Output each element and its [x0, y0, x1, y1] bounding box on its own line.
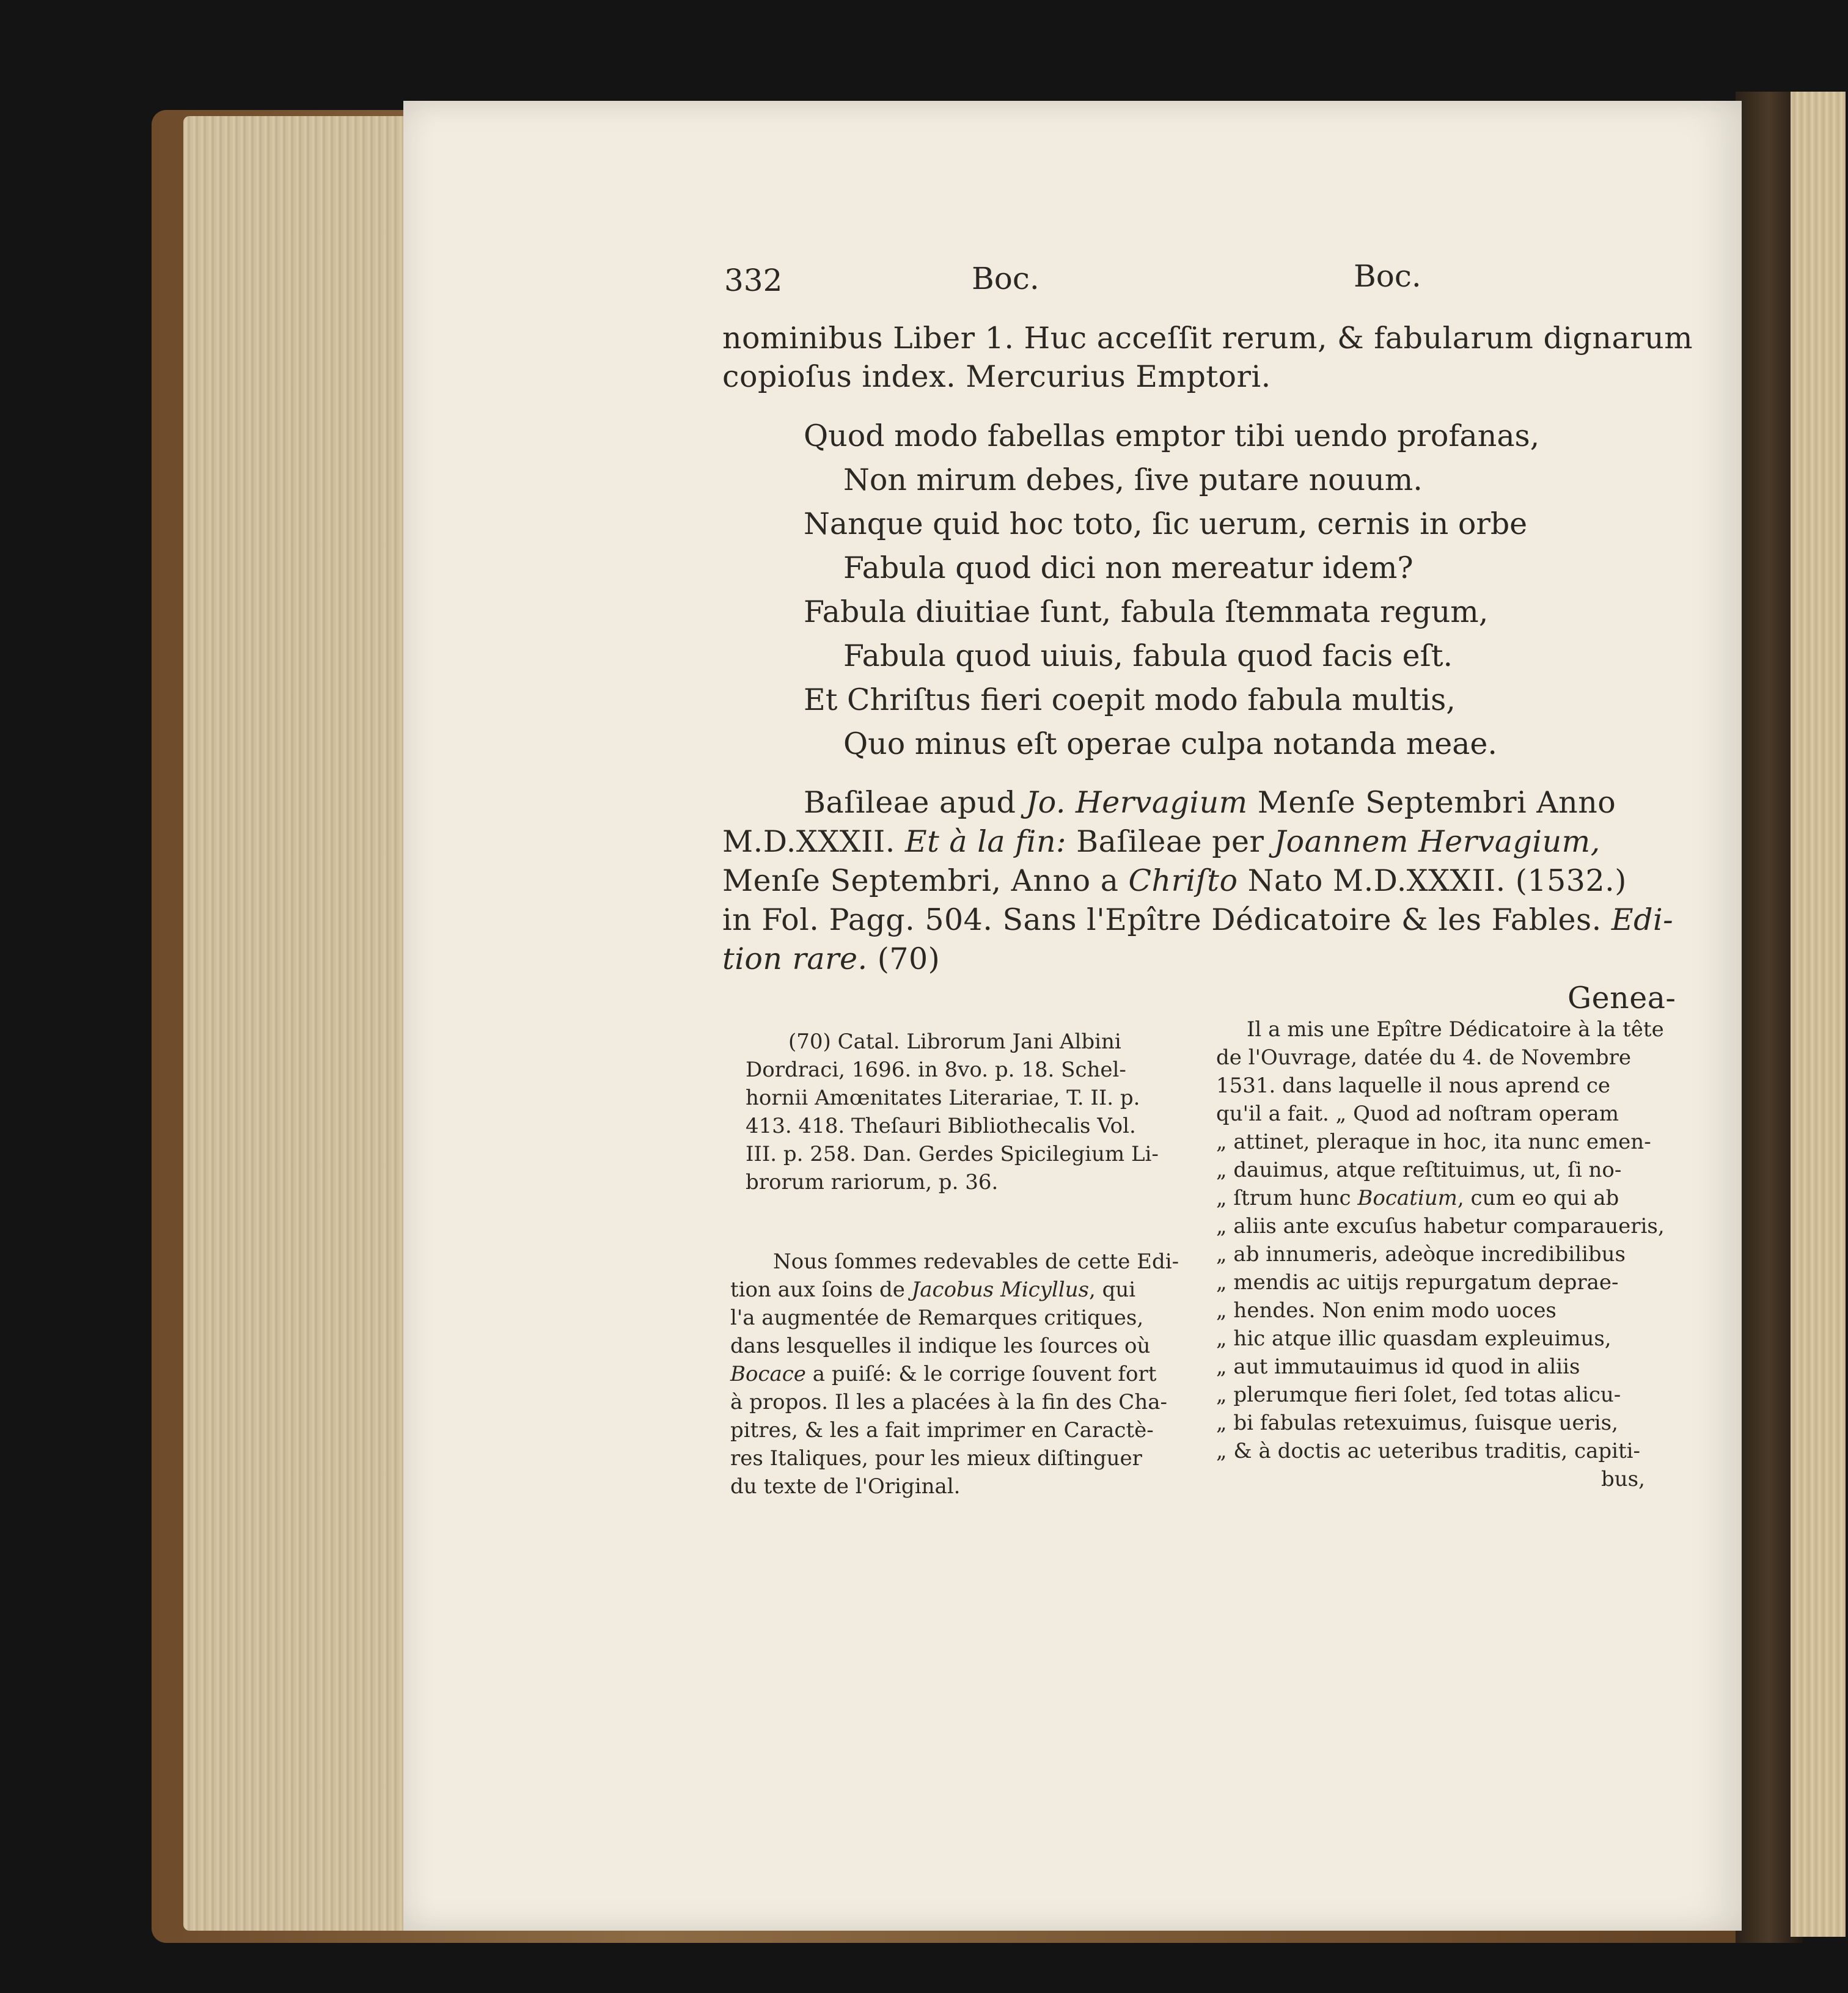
- imprint-line: [804, 785, 1616, 820]
- running-head-left: Boc.: [972, 261, 1040, 296]
- footnote-line: „ bi fabulas retexuimus, ſuisque ueris,: [1216, 1411, 1618, 1435]
- footnote-line: [1216, 1186, 1619, 1210]
- footnote-line: [730, 1278, 1135, 1302]
- footnote-text: a puiſé: & le corrige ſouvent fort: [805, 1362, 1157, 1386]
- page-number: 332: [724, 263, 783, 298]
- footnote-line: „ mendis ac uitijs repurgatum deprae-: [1216, 1270, 1619, 1295]
- footnote-ref: (70): [867, 942, 941, 976]
- footnote-line: hornii Amœnitates Literariae, T. II. p.: [746, 1086, 1140, 1110]
- footnote-line: dans lesquelles il indique les ſources où: [730, 1334, 1151, 1358]
- catchword: Genea-: [1568, 981, 1676, 1015]
- footnote-line: III. p. 258. Dan. Gerdes Spicilegium Li-: [746, 1142, 1159, 1166]
- footnote-line: „ aliis ante excuſus habetur comparaueris,: [1216, 1214, 1665, 1238]
- imprint-text: Baſileae per: [1066, 824, 1274, 859]
- poem-line: Fabula quod uiuis, fabula quod facis eſt.: [843, 638, 1453, 673]
- footnote-line: „ ab innumeris, adeòque incredibilibus: [1216, 1242, 1626, 1267]
- imprint-italic: Chriſto: [1128, 863, 1238, 898]
- imprint-line: [722, 824, 1601, 859]
- footnote-line: pitres, & les a fait imprimer en Caractè-: [730, 1418, 1154, 1443]
- imprint-text: Nato M.D.XXXII. (1532.): [1238, 863, 1627, 898]
- footnote-line: „ & à doctis ac ueteribus traditis, capiti-: [1216, 1439, 1641, 1463]
- imprint-line: [722, 863, 1627, 898]
- footnote-line: res Italiques, pour les mieux diſtinguer: [730, 1446, 1142, 1471]
- printer-name: Jo. Hervagium: [1025, 785, 1248, 820]
- footnote-line: de l'Ouvrage, datée du 4. de Novembre: [1216, 1045, 1632, 1070]
- intro-line-2: copioſus index. Mercurius Emptori.: [722, 359, 1271, 394]
- footnote-text: , qui: [1089, 1278, 1136, 1302]
- poem-line: Non mirum debes, ſive putare nouum.: [843, 463, 1423, 497]
- poem-line: Fabula diuitiae ſunt, fabula ſtemmata regum,: [804, 594, 1489, 629]
- page-edges-right: [1791, 92, 1846, 1937]
- footnote-line: Dordraci, 1696. in 8vo. p. 18. Schel-: [746, 1058, 1126, 1082]
- footnote-line: l'a augmentée de Remarques critiques,: [730, 1306, 1144, 1330]
- footnote-line: 1531. dans laquelle il nous aprend ce: [1216, 1073, 1611, 1098]
- imprint-text: Menſe Septembri, Anno a: [722, 863, 1129, 898]
- printer-name: Joannem Hervagium,: [1274, 824, 1601, 859]
- footnote-line: „ hic atque illic quasdam expleuimus,: [1216, 1326, 1612, 1351]
- imprint-italic: tion rare.: [722, 942, 868, 976]
- footnote-line: „ plerumque fieri ſolet, ſed totas alicu-: [1216, 1383, 1621, 1407]
- footnote-text: „ ſtrum hunc: [1216, 1186, 1358, 1210]
- footnote-line: du texte de l'Original.: [730, 1474, 961, 1499]
- imprint-text: in Fol. Pagg. 504. Sans l'Epître Dédicatoire & les Fables.: [722, 902, 1612, 937]
- imprint-italic: Et à la fin:: [904, 824, 1067, 859]
- editor-name: Jacobus Micyllus: [911, 1278, 1090, 1302]
- footnote-line: (70) Catal. Librorum Jani Albini: [788, 1029, 1121, 1054]
- footnote-text: , cum eo qui ab: [1457, 1186, 1619, 1210]
- imprint-italic: Edi-: [1611, 902, 1674, 937]
- poem-line: Quo minus eſt operae culpa notanda meae.: [843, 726, 1498, 761]
- footnote-line: „ hendes. Non enim modo uoces: [1216, 1298, 1557, 1323]
- intro-line-1: nominibus Liber 1. Huc acceſſit rerum, & fabularum dignarum: [722, 321, 1693, 356]
- footnote-line: „ attinet, pleraque in hoc, ita nunc emen-: [1216, 1130, 1651, 1154]
- poem-line: Fabula quod dici non mereatur idem?: [843, 550, 1414, 585]
- imprint-text: M.D.XXXII.: [722, 824, 905, 859]
- footnote-line: „ dauimus, atque reſtituimus, ut, ſi no-: [1216, 1158, 1622, 1182]
- footnote-line: brorum rariorum, p. 36.: [746, 1170, 999, 1194]
- imprint-line: [722, 942, 940, 976]
- footnote-line: „ aut immutauimus id quod in aliis: [1216, 1355, 1580, 1379]
- footnote-line: qu'il a fait. „ Quod ad noſtram operam: [1216, 1102, 1619, 1126]
- footnote-line: Nous ſommes redevables de cette Edi-: [773, 1249, 1179, 1274]
- author-name: Bocatium: [1357, 1186, 1458, 1210]
- footnote-line: 413. 418. Theſauri Bibliothecalis Vol.: [746, 1114, 1136, 1138]
- poem-line: Quod modo fabellas emptor tibi uendo profanas,: [804, 419, 1540, 453]
- page-edges-left: [183, 116, 416, 1931]
- poem-line: Nanque quid hoc toto, ſic uerum, cernis in orbe: [804, 506, 1528, 541]
- imprint-text: Baſileae apud: [804, 785, 1026, 820]
- footnote-line: bus,: [1601, 1467, 1645, 1491]
- poem-line: Et Chriſtus fieri coepit modo fabula multis,: [804, 682, 1456, 717]
- author-name: Bocace: [730, 1362, 806, 1386]
- running-head-right: Boc.: [1354, 258, 1421, 294]
- imprint-line: [722, 902, 1673, 937]
- footnote-line: Il a mis une Epître Dédicatoire à la tête: [1247, 1017, 1664, 1042]
- footnote-line: à propos. Il les a placées à la fin des Cha-: [730, 1390, 1167, 1414]
- book-page: [403, 101, 1742, 1931]
- footnote-text: tion aux ſoins de: [730, 1278, 912, 1302]
- footnote-line: [730, 1362, 1156, 1386]
- imprint-text: Menſe Septembri Anno: [1247, 785, 1616, 820]
